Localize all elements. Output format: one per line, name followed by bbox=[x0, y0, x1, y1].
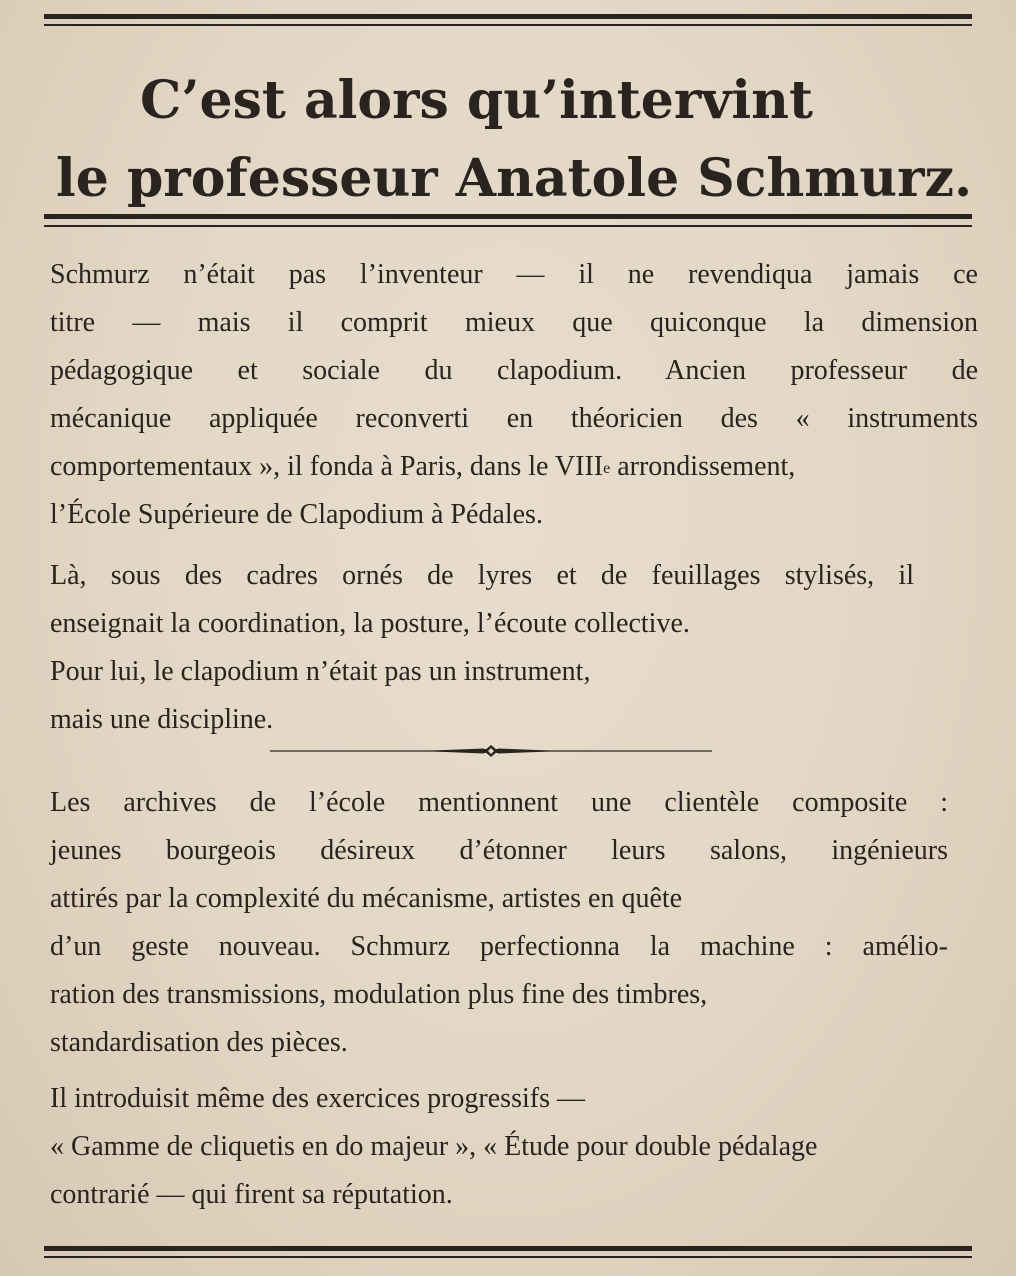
text-line: ration des transmissions, modulation plus fine des timbres, bbox=[50, 979, 708, 1010]
text-line: attirés par la complexité du mécanisme, artistes en quête bbox=[50, 883, 683, 914]
text-line: Pour lui, le clapodium n’était pas un instrument, bbox=[50, 656, 591, 687]
paragraph-2 bbox=[50, 552, 914, 744]
text-line: mécanique appliquée reconverti en théoricien des « instruments bbox=[50, 403, 978, 434]
text-line: contrarié — qui firent sa réputation. bbox=[50, 1179, 453, 1210]
scroll-divider-icon bbox=[270, 744, 712, 758]
text-line: jeunes bourgeois désireux d’étonner leurs salons, ingénieurs bbox=[50, 835, 948, 866]
text-line-part: comportementaux », il fonda à Paris, dans le VIII bbox=[50, 451, 604, 482]
page-title bbox=[56, 62, 976, 218]
paragraph-4 bbox=[50, 1075, 990, 1219]
title-double-rule bbox=[44, 214, 972, 227]
paragraph-1 bbox=[50, 251, 978, 539]
text-line: pédagogique et sociale du clapodium. Ancien professeur de bbox=[50, 355, 978, 386]
text-line: Les archives de l’école mentionnent une clientèle composite : bbox=[50, 787, 948, 818]
superscript: e bbox=[603, 460, 611, 477]
title-line-2: le professeur Anatole Schmurz. bbox=[56, 148, 973, 209]
text-line: « Gamme de cliquetis en do majeur », « Étude pour double pédalage bbox=[50, 1131, 818, 1162]
paragraph-3 bbox=[50, 779, 948, 1067]
text-line: l’École Supérieure de Clapodium à Pédales. bbox=[50, 499, 543, 530]
text-line: Là, sous des cadres ornés de lyres et de feuillages stylisés, il bbox=[50, 560, 914, 591]
text-line: Il introduisit même des exercices progressifs — bbox=[50, 1083, 585, 1114]
text-line bbox=[50, 443, 978, 491]
text-line: standardisation des pièces. bbox=[50, 1027, 348, 1058]
text-line: mais une discipline. bbox=[50, 704, 274, 735]
text-line: enseignait la coordination, la posture, l’écoute collective. bbox=[50, 608, 690, 639]
text-line: titre — mais il comprit mieux que quiconque la dimension bbox=[50, 307, 978, 338]
text-line: d’un geste nouveau. Schmurz perfectionna la machine : amélio- bbox=[50, 931, 948, 962]
top-double-rule bbox=[44, 14, 972, 26]
text-line-part: arrondissement, bbox=[610, 451, 796, 482]
bottom-double-rule bbox=[44, 1246, 972, 1258]
text-line: Schmurz n’était pas l’inventeur — il ne revendiqua jamais ce bbox=[50, 259, 978, 290]
title-line-1: C’est alors qu’intervint bbox=[140, 70, 814, 131]
